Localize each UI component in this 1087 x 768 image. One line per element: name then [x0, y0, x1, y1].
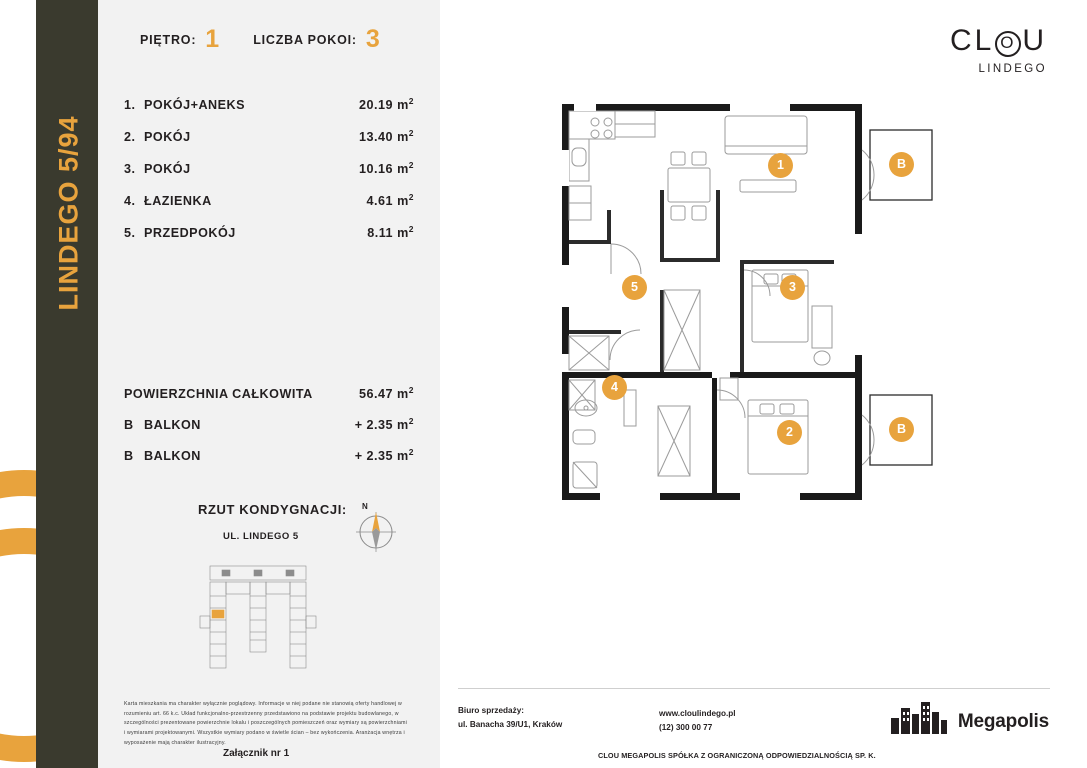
company-legal-name: CLOU MEGAPOLIS SPÓŁKA Z OGRANICZONĄ ODPOWIEDZIALNOŚCIĄ SP. K. [598, 751, 876, 760]
room-index: 5. [124, 226, 136, 240]
balcony-label: BALKON [144, 418, 201, 432]
floor-key-title: RZUT KONDYGNACJI: [198, 502, 347, 517]
plan-marker-1: 1 [768, 153, 793, 178]
rooms-count-value: 3 [365, 25, 380, 53]
floor-value: 1 [205, 25, 220, 53]
total-area-value: 56.47 $m^2$ [359, 385, 414, 401]
room-name: POKÓJ+ANEKS [144, 98, 246, 112]
room-name: PRZEDPOKÓJ [144, 226, 236, 240]
balcony-badge: B [124, 449, 134, 463]
list-item [124, 224, 414, 256]
total-area-row [124, 385, 414, 416]
room-area: 20.19 $m^2$ [359, 96, 414, 112]
left-accent-band [36, 0, 98, 768]
clou-logo [950, 26, 1047, 75]
plan-marker-5: 5 [622, 275, 647, 300]
balcony-value: + 2.35 $m^2$ [354, 416, 414, 432]
room-area: 8.11 $m^2$ [367, 224, 414, 240]
balcony-value: + 2.35 $m^2$ [354, 447, 414, 463]
sales-office-block [458, 704, 562, 733]
total-area-label: POWIERZCHNIA CAŁKOWITA [124, 387, 313, 401]
website-link[interactable]: www.cloulindego.pl [659, 709, 736, 718]
apartment-address-vertical: LINDEGO 5/94 [53, 115, 84, 311]
floor-key-street: UL. LINDEGO 5 [223, 531, 299, 542]
buildings-icon [891, 700, 947, 734]
room-index: 3. [124, 162, 136, 176]
logo-subtitle: LINDEGO [978, 63, 1047, 75]
room-list [124, 96, 414, 256]
compass-north-label: N [362, 502, 368, 511]
list-item [124, 128, 414, 160]
room-area: 4.61 $m^2$ [366, 192, 414, 208]
list-item [124, 96, 414, 128]
floor-label: PIĘTRO: [140, 32, 197, 47]
apartment-floor-plan [540, 90, 960, 510]
compass-icon [352, 506, 400, 554]
room-index: 2. [124, 130, 136, 144]
logo-wordmark: CL O U [949, 24, 1047, 57]
list-item [124, 160, 414, 192]
header-meta [140, 27, 380, 52]
plan-marker-3: 3 [780, 275, 805, 300]
developer-name: Megapolis [957, 711, 1049, 732]
room-index: 4. [124, 194, 136, 208]
balcony-label: BALKON [144, 449, 201, 463]
room-index: 1. [124, 98, 136, 112]
phone-number[interactable]: (12) 300 00 77 [659, 723, 713, 733]
building-key-plan [196, 562, 320, 672]
room-area: 10.16 $m^2$ [359, 160, 414, 176]
footer-divider [458, 688, 1050, 689]
totals-block [124, 385, 414, 478]
logo-o-circle: O [995, 31, 1021, 57]
plan-marker-balcony-bottom: B [889, 417, 914, 442]
contact-block [659, 707, 736, 736]
balcony-row [124, 416, 414, 447]
attachment-label: Załącznik nr 1 [223, 748, 290, 759]
megapolis-logo [891, 700, 1049, 734]
plan-marker-2: 2 [777, 420, 802, 445]
balcony-badge: B [124, 418, 134, 432]
room-name: POKÓJ [144, 162, 191, 176]
plan-marker-balcony-top: B [889, 152, 914, 177]
highlighted-unit [212, 610, 224, 618]
plan-marker-4: 4 [602, 375, 627, 400]
room-area: 13.40 $m^2$ [359, 128, 414, 144]
disclaimer-text: Karta mieszkania ma charakter wyłącznie poglądowy. Informacje w niej podane nie stanowią oferty handlowej w rozumieniu art. 66 k.c. Układ funkcjonalno-przestrzenny przedstawiono na podstawie projektu budowlanego, w szczególności prezentowane powierzchnie lokalu i poszczególnych pomieszczeń oraz wymiary są powierzchniami i wymiarami projektowanymi. Wszystkie wymiary podano w świetle ścian – bez wykończenia. Aranżacja wnętrza i wyposażenie mają charakter ilustracyjny. [124, 701, 408, 746]
list-item [124, 192, 414, 224]
room-name: POKÓJ [144, 130, 191, 144]
rooms-count-label: LICZBA POKOI: [253, 32, 357, 47]
sales-office-label: Biuro sprzedaży: [458, 706, 524, 715]
sales-office-address: ul. Banacha 39/U1, Kraków [458, 720, 563, 730]
room-name: ŁAZIENKA [144, 194, 212, 208]
balcony-row [124, 447, 414, 478]
